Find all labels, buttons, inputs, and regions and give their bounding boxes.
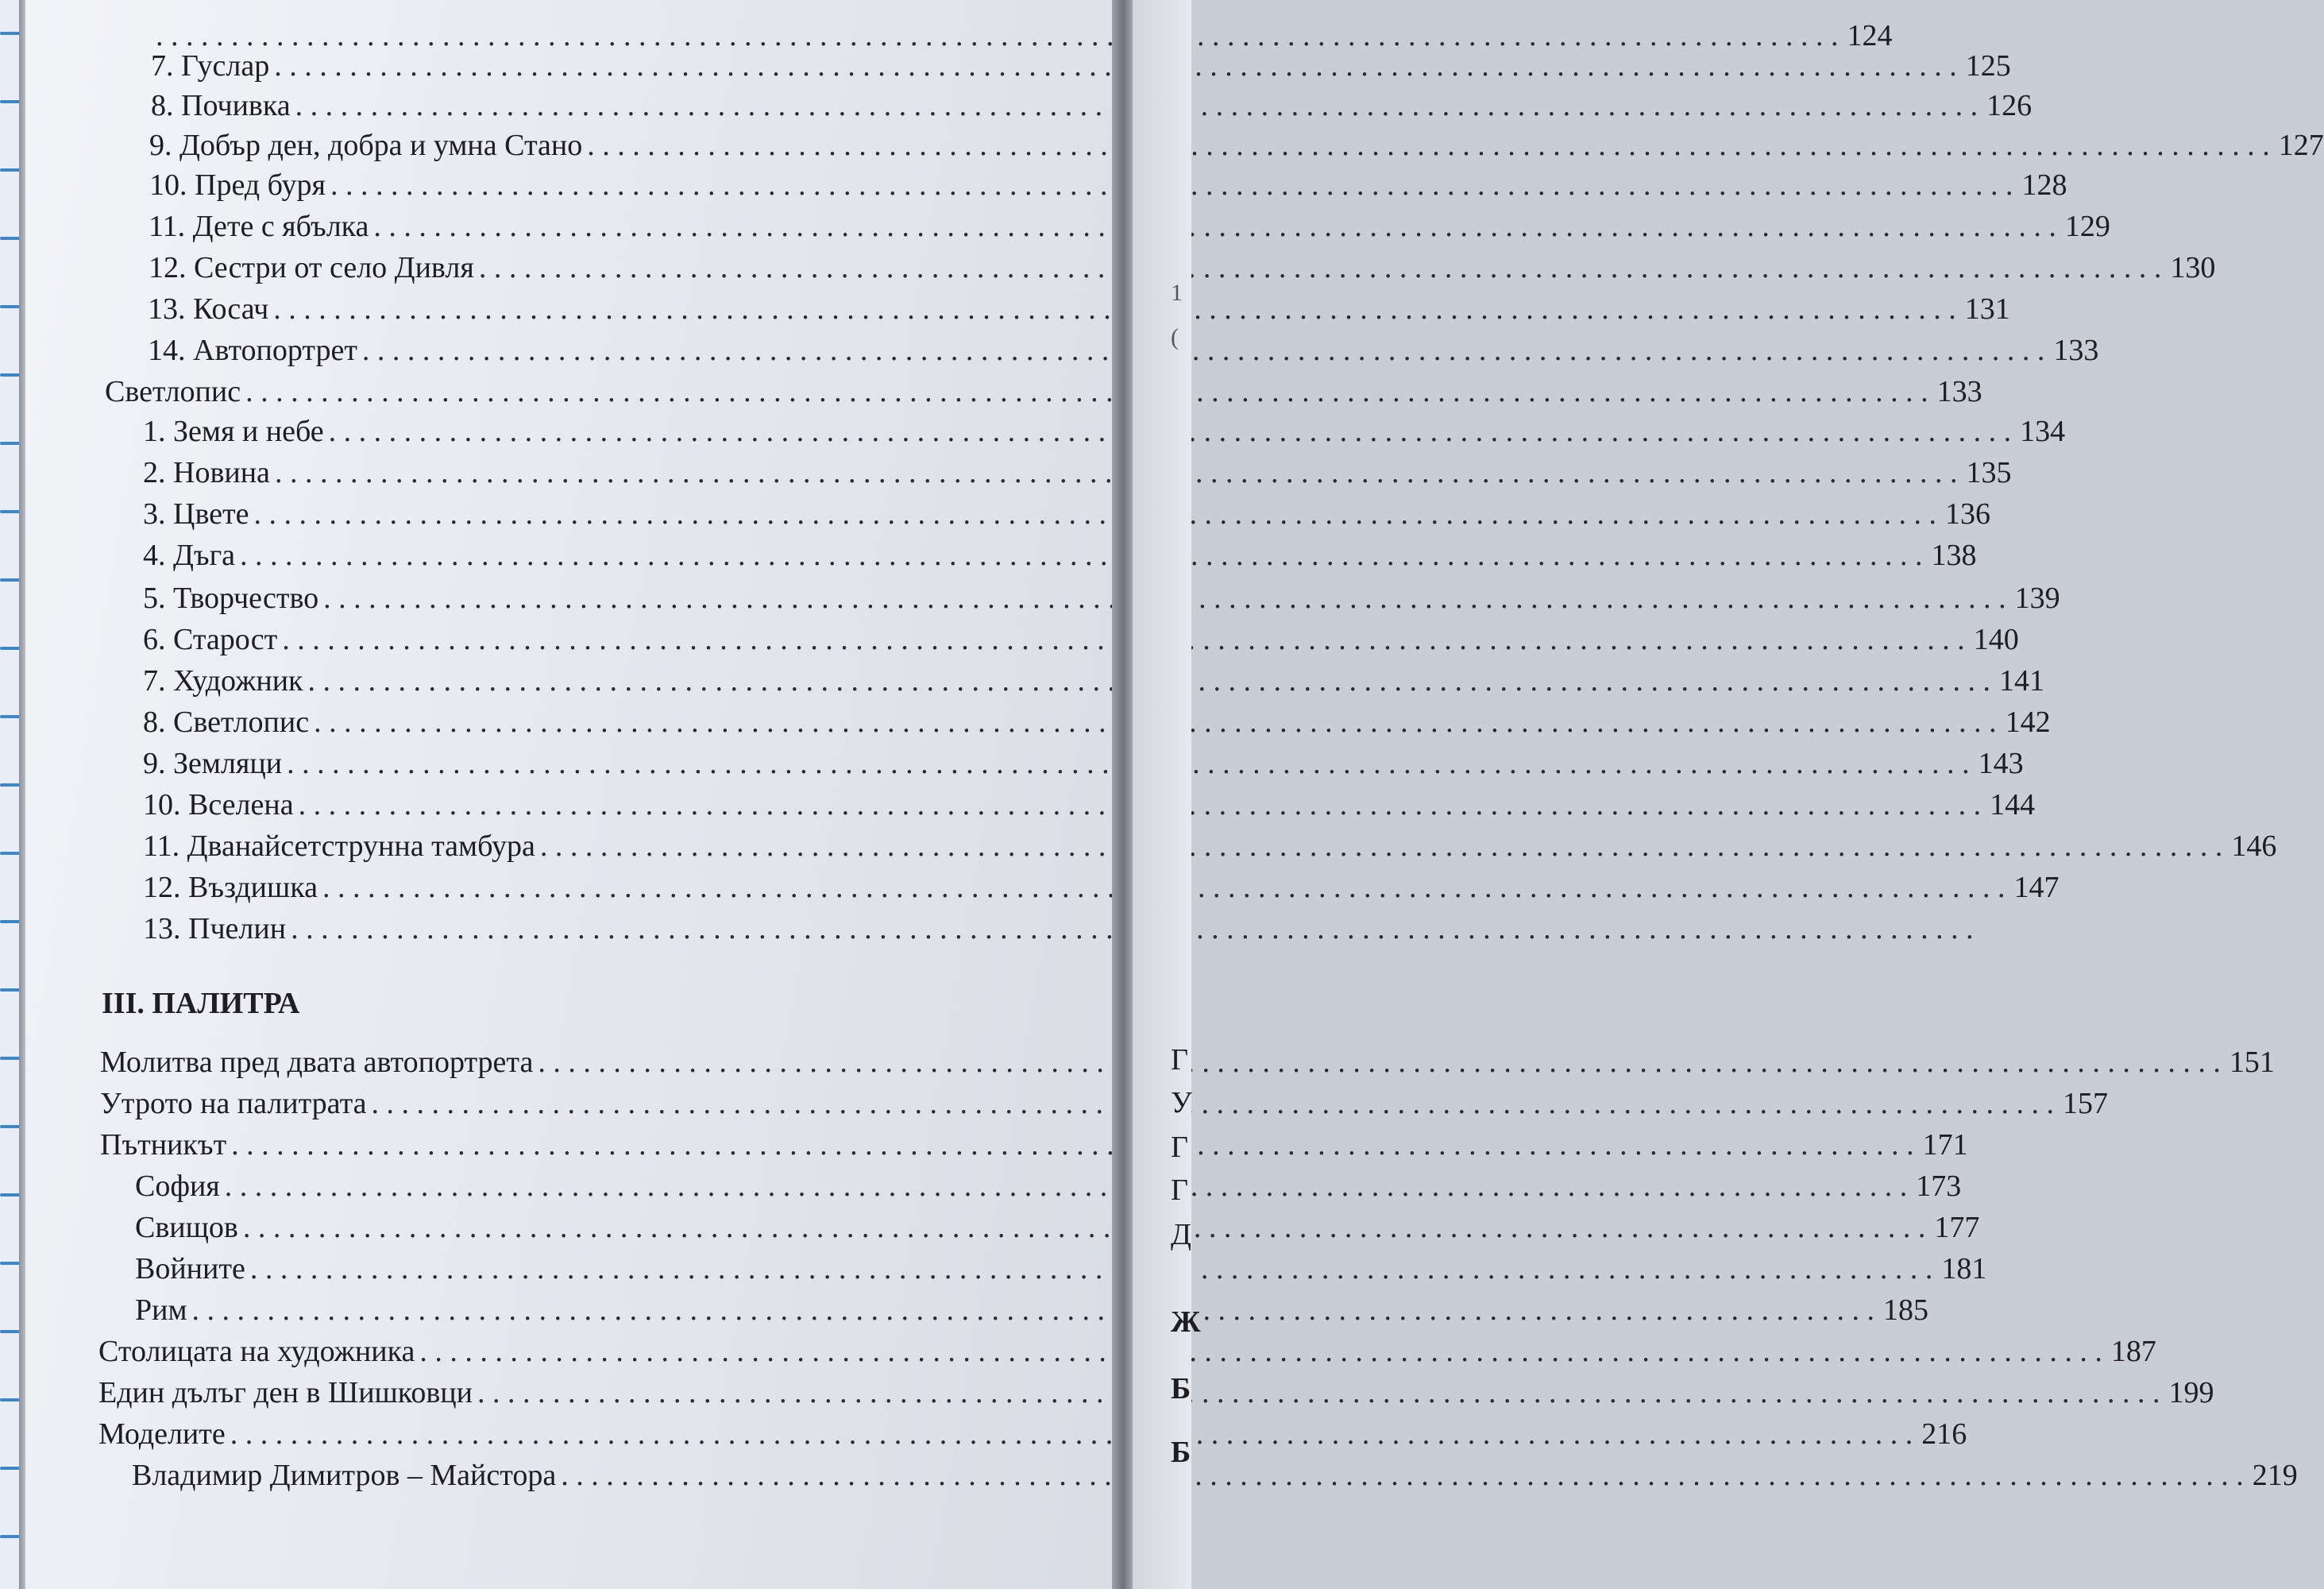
- toc-page-number: 136: [1945, 497, 1991, 531]
- book-gutter: [1112, 0, 1133, 1589]
- toc-entry-label: 7. Художник: [143, 664, 303, 698]
- leader-dots: [419, 1333, 2102, 1370]
- toc-entry-label: Столицата на художника: [98, 1335, 415, 1368]
- toc-row: [149, 208, 2110, 245]
- toc-entry-label: 11. Дете с ябълка: [149, 210, 369, 243]
- toc-page-number: 157: [2063, 1087, 2109, 1120]
- toc-entry-label: 3. Цвете: [143, 497, 249, 531]
- toc-entry-label: Пътникът: [100, 1128, 227, 1162]
- toc-entry-label: София: [135, 1170, 220, 1203]
- toc-page-number: 143: [1978, 747, 2024, 780]
- toc-page-number: 142: [2005, 706, 2051, 739]
- toc-row: [143, 869, 2060, 906]
- toc-entry-label: 13. Пчелин: [143, 912, 287, 945]
- leader-dots: [245, 373, 1928, 410]
- toc-entry-label: 12. Сестри от село Дивля: [149, 251, 474, 284]
- toc-row: [143, 828, 2277, 864]
- toc-entry-label: 13. Косач: [148, 292, 269, 326]
- facing-page-letter: 1: [1171, 280, 1183, 306]
- leader-dots: [362, 332, 2045, 369]
- toc-entry-label: Владимир Димитров – Майстора: [132, 1459, 557, 1492]
- leader-dots: [243, 1209, 1926, 1246]
- toc-page-number: 131: [1964, 292, 2010, 326]
- toc-page: [25, 0, 2324, 1589]
- toc-page-number: 140: [1973, 623, 2019, 656]
- leader-dots: [192, 1292, 1875, 1328]
- leader-dots: [231, 1127, 1914, 1163]
- toc-entry-label: Един дълъг ден в Шишковци: [98, 1376, 473, 1409]
- toc-row: [143, 745, 2024, 782]
- toc-page-number: 133: [1936, 375, 1982, 408]
- toc-page-number: 173: [1916, 1170, 1962, 1203]
- toc-entry-label: 6. Старост: [143, 623, 278, 656]
- toc-row: [135, 1292, 1929, 1328]
- toc-row: [151, 48, 2011, 84]
- toc-row: [105, 373, 1982, 410]
- facing-page-edge: [1133, 0, 1201, 1589]
- toc-row: [132, 1457, 2298, 1494]
- toc-page-number: 139: [2014, 582, 2060, 615]
- toc-page-number: 135: [1966, 456, 2012, 489]
- leader-dots: [250, 1251, 1933, 1287]
- facing-page-letter: Д: [1171, 1218, 1191, 1251]
- facing-page-letter: Б: [1171, 1372, 1191, 1405]
- toc-entry-label: Рим: [135, 1293, 187, 1327]
- toc-entry-label: 9. Земляци: [143, 747, 283, 780]
- toc-entry-label: Моделите: [98, 1417, 226, 1451]
- toc-row: [135, 1209, 1980, 1246]
- leader-dots: [561, 1457, 2244, 1494]
- toc-page-number: 134: [2020, 415, 2066, 448]
- toc-row: [100, 1085, 2109, 1122]
- toc-page-number: 147: [2013, 871, 2060, 904]
- toc-page-number: 130: [2170, 251, 2216, 284]
- toc-page-number: 177: [1934, 1211, 1980, 1244]
- toc-entry-label: 7. Гуслар: [151, 49, 270, 83]
- toc-entry-label: 12. Въздишка: [143, 871, 318, 904]
- toc-page-number: 144: [1990, 788, 2036, 822]
- toc-row: [100, 1044, 2275, 1081]
- toc-entry-label: 10. Вселена: [143, 788, 294, 822]
- facing-page-letter: Г: [1171, 1173, 1188, 1207]
- toc-row: [148, 291, 2010, 327]
- leader-dots: [479, 249, 2162, 286]
- section-heading: III. ПАЛИТРА: [102, 987, 300, 1020]
- toc-page-number: 151: [2229, 1046, 2275, 1079]
- toc-page-number: 126: [1986, 89, 2033, 122]
- toc-row: [143, 580, 2060, 617]
- leader-dots: [254, 496, 1937, 532]
- toc-row: [149, 249, 2216, 286]
- toc-entry-label: Войните: [135, 1252, 245, 1286]
- toc-page-number: 187: [2110, 1335, 2156, 1368]
- toc-page-number: 127: [2278, 129, 2324, 162]
- leader-dots: [240, 537, 1923, 574]
- toc-entry-label: 2. Новина: [143, 456, 270, 489]
- leader-dots: [477, 1374, 2160, 1411]
- toc-entry-label: 4. Дъга: [143, 539, 236, 572]
- toc-page-number: 128: [2021, 168, 2067, 202]
- toc-row: [143, 496, 1991, 532]
- toc-page-number: 133: [2053, 334, 2099, 367]
- toc-row: [143, 663, 2044, 699]
- toc-page-number: 141: [1999, 664, 2044, 698]
- facing-page-letter: Г: [1171, 1131, 1188, 1164]
- toc-row: [98, 1416, 1967, 1452]
- toc-page-number: 125: [1965, 49, 2011, 83]
- toc-row: [143, 454, 2012, 491]
- facing-page-letter: (: [1171, 324, 1179, 350]
- leader-dots: [373, 208, 2056, 245]
- toc-page-number: 185: [1883, 1293, 1929, 1327]
- toc-row: [143, 787, 2036, 823]
- toc-entry-label: Утрото на палитрата: [100, 1087, 367, 1120]
- toc-page-number: 171: [1922, 1128, 1968, 1162]
- toc-page-number: 129: [2064, 210, 2110, 243]
- toc-page-number: 138: [1931, 539, 1977, 572]
- toc-row: [148, 332, 2099, 369]
- leader-dots: [538, 1044, 2221, 1081]
- toc-page-number: 216: [1921, 1417, 1967, 1451]
- toc-entry-label: 1. Земя и небе: [143, 415, 324, 448]
- toc-entry-label: 11. Дванайсетструнна тамбура: [143, 829, 535, 863]
- toc-page-number: 181: [1941, 1252, 1987, 1286]
- toc-row: [149, 127, 2324, 164]
- toc-row: [98, 1374, 2214, 1411]
- toc-row: [98, 1333, 2156, 1370]
- facing-page-letter: У: [1171, 1086, 1192, 1119]
- toc-entry-label: 9. Добър ден, добра и умна Стано: [149, 129, 583, 162]
- toc-entry-label: Молитва пред двата автопортрета: [100, 1046, 534, 1079]
- toc-row: [135, 1251, 1987, 1287]
- toc-entry-label: 8. Светлопис: [143, 706, 310, 739]
- leader-dots: [230, 1416, 1913, 1452]
- toc-row: [143, 621, 2019, 658]
- toc-entry-label: 10. Пред буря: [149, 168, 326, 202]
- leader-dots: [587, 127, 2270, 164]
- toc-page-number: 124: [1847, 19, 1893, 52]
- toc-row: [143, 413, 2066, 450]
- toc-entry-label: 5. Творчество: [143, 582, 319, 615]
- toc-row: [151, 87, 2033, 124]
- toc-section-title: Светлопис: [105, 375, 241, 408]
- toc-entry-label: 14. Автопортрет: [148, 334, 357, 367]
- toc-row: [143, 537, 1977, 574]
- toc-page-number: 219: [2252, 1459, 2298, 1492]
- toc-row: [143, 704, 2051, 740]
- facing-page-letter: Г: [1171, 1043, 1188, 1077]
- toc-row: [149, 167, 2067, 203]
- facing-page-letter: Ж: [1171, 1305, 1201, 1339]
- toc-page-number: 146: [2231, 829, 2277, 863]
- facing-page-letter: Б: [1171, 1436, 1191, 1469]
- toc-row: [135, 1168, 1962, 1204]
- toc-entry-label: Свищов: [135, 1211, 238, 1244]
- leader-dots: [225, 1168, 1908, 1204]
- toc-page-number: 199: [2168, 1376, 2214, 1409]
- toc-row: [100, 1127, 1968, 1163]
- toc-row: [143, 910, 1093, 947]
- leader-dots: [540, 828, 2223, 864]
- leader-dots: [372, 1085, 2055, 1122]
- toc-entry-label: 8. Почивка: [151, 89, 291, 122]
